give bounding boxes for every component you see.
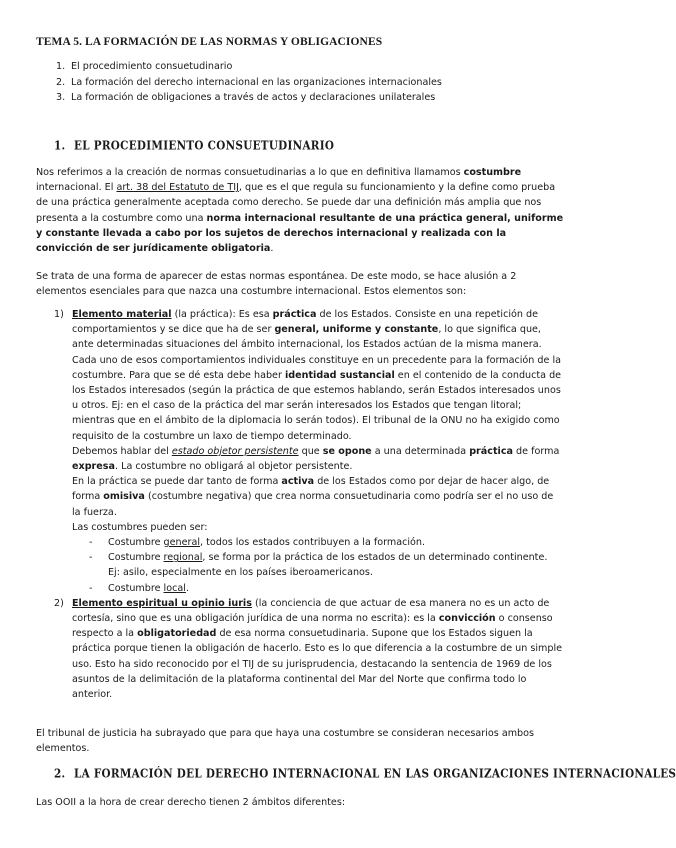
toc-number: 2. — [56, 76, 66, 88]
toc-label: La formación del derecho internacional en las organizaciones internacionales — [71, 76, 442, 88]
text-run: Costumbre — [108, 537, 164, 549]
sub-list-item — [72, 550, 564, 580]
underlined-term: general — [163, 537, 200, 549]
bold-term: obligatoriedad — [137, 628, 217, 640]
paragraph: Se trata de una forma de aparecer de estas normas espontánea. De este modo, se hace alusión a 2 elementos esenciales para que nazca una costumbre internacional. Estos elementos son: — [36, 271, 517, 298]
document-title: TEMA 5. LA FORMACIÓN DE LAS NORMAS Y OBLIGACIONES — [36, 36, 383, 48]
italic-term: estado objetor persistente — [171, 445, 299, 457]
item-title: Elemento material — [72, 309, 172, 320]
dash-marker: - — [89, 582, 93, 594]
toc-number: 1. — [56, 61, 66, 72]
text-run: o consenso respecto a la — [72, 613, 553, 640]
bold-term: identidad sustancial — [284, 369, 395, 381]
item-title: Elemento espiritual u opinio iuris — [72, 597, 252, 609]
text-run: , lo que significa que, ante determinadas situaciones del ámbito internacional, los Estados actúan de la misma manera. — [72, 324, 542, 351]
closing-paragraph: El tribunal de justicia ha subrayado que para que haya una costumbre se consideran necesarios ambos elementos. — [36, 728, 535, 755]
toc-label: La formación de obligaciones a través de actos y declaraciones unilaterales — [71, 92, 436, 103]
section-number: 2. — [54, 767, 66, 781]
text-run: Cada uno de esos comportamientos individuales constituye en un precedente para la formación de la costumbre. Para que se dé esta debe haber — [72, 354, 562, 381]
text-run: . — [270, 243, 274, 255]
list-item — [54, 307, 564, 596]
text-run: Costumbre — [108, 552, 164, 564]
text-run: Debemos hablar del — [72, 445, 172, 457]
bold-term: se opone — [322, 445, 372, 457]
text-run: internacional. El — [36, 182, 117, 194]
underlined-term: regional — [163, 552, 203, 564]
text-run: Nos referimos a la creación de normas consuetudinarias a lo que en definitiva llamamos — [36, 167, 464, 178]
text-run: . La costumbre no obligará al objetor persistente. — [115, 461, 353, 473]
bold-term: práctica — [469, 445, 513, 457]
text-run: , se forma por la práctica de los estados de un determinado continente. — [202, 552, 548, 564]
section-title: LA FORMACIÓN DEL DERECHO INTERNACIONAL EN LAS ORGANIZACIONES INTERNACIONALES — [74, 767, 676, 781]
bold-term: general, uniforme y constante — [274, 324, 439, 336]
list-marker: 2) — [54, 597, 64, 609]
toc-item — [56, 90, 442, 106]
toc-item — [56, 59, 442, 75]
intro-paragraph — [36, 165, 564, 256]
dash-marker: - — [89, 537, 93, 549]
toc-number: 3. — [56, 92, 66, 103]
bold-definition: norma internacional resultante de una práctica general, uniforme y constante llevada a cabo por los sujetos de derechos internacional y realizada con la convicción de ser jurídicamente obligatoria — [36, 212, 564, 255]
text-run: a una determinada — [371, 445, 470, 457]
text-run: En la práctica se puede dar tanto de forma — [72, 476, 282, 488]
text-run: (la práctica): Es esa — [171, 309, 273, 320]
text-run: que — [298, 445, 323, 457]
text-run: (la conciencia de que actuar de esa manera no es un acto de cortesía, sino que es una obligación jurídica de una norma no escrita): es la — [72, 597, 550, 625]
table-of-contents — [56, 59, 442, 106]
underlined-term: local — [163, 582, 186, 594]
sub-list-item — [72, 581, 564, 596]
section-heading-1 — [54, 139, 334, 153]
bold-term: convicción — [438, 613, 496, 625]
elements-list — [54, 307, 564, 702]
text-run: de los Estados como por dejar de hacer algo, de forma — [72, 476, 550, 503]
bold-term: expresa — [72, 461, 115, 473]
toc-label: El procedimiento consuetudinario — [71, 61, 233, 72]
text-run: Costumbre — [108, 582, 164, 594]
bold-term: omisiva — [103, 491, 145, 503]
bold-term: práctica — [272, 309, 317, 320]
text-run: de los Estados. Consiste en una repetición de comportamientos y se dice que ha de ser — [72, 309, 539, 336]
underlined-reference: art. 38 del Estatuto de TIJ — [116, 182, 239, 194]
bold-term: activa — [281, 476, 315, 488]
paragraph: Las OOII a la hora de crear derecho tienen 2 ámbitos diferentes: — [36, 797, 346, 808]
list-marker: 1) — [54, 309, 64, 320]
text-run: Ej: asilo, especialmente en los países iberoamericanos. — [108, 567, 373, 579]
dash-marker: - — [89, 552, 93, 564]
toc-item — [56, 75, 442, 91]
sub-list-item — [72, 535, 564, 550]
text-run: Las costumbres pueden ser: — [72, 521, 208, 533]
section-number: 1. — [54, 139, 66, 153]
text-run: , que es el que regula su funcionamiento y la define como prueba de una práctica generalmente aceptada como derecho. Se puede dar una definición más amplia que nos presenta a la costumbre como una — [36, 182, 556, 224]
bold-term: costumbre — [463, 167, 522, 178]
text-run: . — [185, 582, 189, 594]
text-run: (costumbre negativa) que crea norma consuetudinaria como podría ser el no uso de la fuerza. — [72, 491, 554, 518]
text-run: en el contenido de la conducta de los Estados interesados (según la práctica de que estemos hablando, serán Estados interesados unos u otros. Ej: en el caso de la práctica del mar serán interesados los Estados que tengan litoral; mientras que en el ámbito de la diplomacia lo serán todos). El tribunal de la ONU no ha exigido como requisito de la costumbre un laxo de tiempo determinado. — [72, 369, 562, 442]
text-run: de forma — [512, 445, 560, 457]
text-run: , todos los estados contribuyen a la formación. — [200, 537, 426, 549]
section-heading-2 — [54, 767, 676, 781]
text-run: de esa norma consuetudinaria. Supone que los Estados siguen la práctica porque tienen la obligación de hacerlo. Esto es lo que diferencia a la costumbre de un simple uso. Esto ha sido reconocido por el TIJ de su jurisprudencia, destacando la sentencia de 1969 de los asuntos de la delimitación de la plataforma continental del Mar del Norte que confirma todo lo anterior. — [72, 628, 563, 701]
list-item — [54, 596, 564, 702]
section-title: EL PROCEDIMIENTO CONSUETUDINARIO — [74, 139, 335, 153]
